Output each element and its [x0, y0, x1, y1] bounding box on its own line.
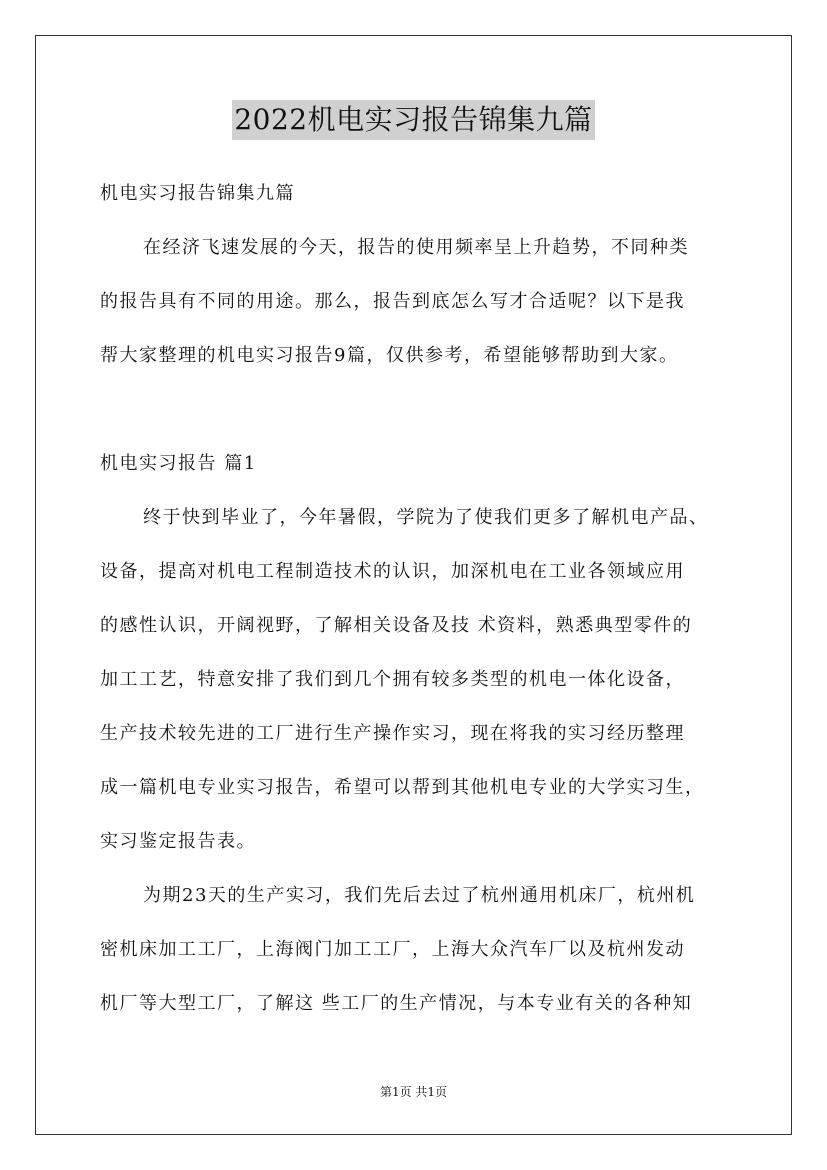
paragraph-line: 生产技术较先进的工厂进行生产操作实习，现在将我的实习经历整理: [100, 723, 685, 744]
document-title: 2022机电实习报告锦集九篇: [232, 100, 594, 140]
paragraph-line: 实习鉴定报告表。: [100, 831, 256, 852]
paragraph-line: 设备，提高对机电工程制造技术的认识，加深机电在工业各领域应用: [100, 561, 685, 582]
paragraph-line: 密机床加工工厂，上海阀门加工工厂，上海大众汽车厂以及杭州发动: [100, 939, 685, 960]
paragraph-line: 成一篇机电专业实习报告，希望可以帮到其他机电专业的大学实习生，: [100, 777, 705, 798]
paragraph-line: 的感性认识，开阔视野，了解相关设备及技 术资料，熟悉典型零件的: [100, 615, 693, 636]
intro-line: 在经济飞速发展的今天，报告的使用频率呈上升趋势，不同种类: [143, 237, 689, 258]
paragraph-line: 加工工艺，特意安排了我们到几个拥有较多类型的机电一体化设备，: [100, 669, 685, 690]
intro-line: 帮大家整理的机电实习报告9篇，仅供参考，希望能够帮助到大家。: [100, 345, 679, 366]
intro-line: 的报告具有不同的用途。那么，报告到底怎么写才合适呢？以下是我: [100, 291, 685, 312]
section-heading: 机电实习报告 篇1: [100, 453, 257, 474]
document-subtitle: 机电实习报告锦集九篇: [100, 183, 295, 204]
paragraph-line: 终于快到毕业了，今年暑假，学院为了使我们更多了解机电产品、: [143, 507, 709, 528]
page-footer: 第1页 共1页: [379, 1085, 448, 1099]
paragraph-line: 机厂等大型工厂，了解这 些工厂的生产情况，与本专业有关的各种知: [100, 993, 693, 1014]
paragraph-line: 为期23天的生产实习，我们先后去过了杭州通用机床厂，杭州机: [143, 885, 696, 906]
title-container: [0, 100, 827, 140]
